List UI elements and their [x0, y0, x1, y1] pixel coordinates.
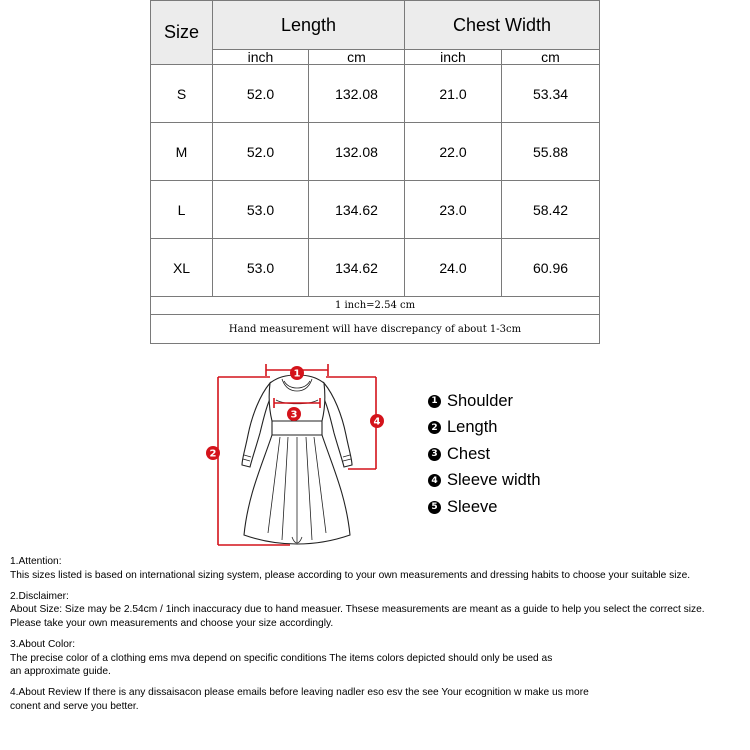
chest-cm-cell: 58.42	[502, 181, 600, 239]
legend-item-length	[428, 415, 541, 442]
legend-label: Sleeve	[447, 497, 498, 516]
marker-1	[290, 366, 304, 380]
table-row	[151, 123, 600, 181]
discrepancy-note-row	[151, 315, 600, 344]
legend-item-sleeve-width	[428, 468, 541, 495]
legend-label: Chest	[447, 444, 491, 463]
chest-inch-cell: 23.0	[405, 181, 502, 239]
length-inch-cell: 53.0	[213, 181, 309, 239]
header-size: Size	[151, 1, 213, 65]
size-cell: M	[151, 123, 213, 181]
svg-text:1: 1	[293, 368, 301, 380]
note-text: an approximate guide.	[10, 666, 111, 678]
size-cell: L	[151, 181, 213, 239]
header-length: Length	[213, 1, 405, 50]
note-about-review	[10, 686, 748, 713]
table-row	[151, 65, 600, 123]
chest-inch-cell: 24.0	[405, 239, 502, 297]
size-chart-table	[150, 0, 600, 344]
note-text: About Size: Size may be 2.54cm / 1inch inaccuracy due to hand measuer. Thsese measurements are meant as a guide to help you select the correct size.	[10, 604, 705, 616]
table-header-row	[151, 1, 600, 50]
note-heading: 1.Attention:	[10, 556, 62, 567]
note-heading: 3.About Color:	[10, 638, 76, 650]
unit-label: cm	[502, 50, 600, 65]
notes-section	[10, 555, 748, 721]
note-text: 4.About Review If there is any dissaisacon please emails before leaving nadler eso esv the see Your ecognition w make us more	[10, 687, 589, 699]
size-cell: XL	[151, 239, 213, 297]
number-badge-icon: 2	[428, 421, 441, 434]
length-inch-cell: 53.0	[213, 239, 309, 297]
length-inch-cell: 52.0	[213, 65, 309, 123]
legend-label: Length	[447, 418, 498, 437]
note-disclaimer	[10, 590, 748, 631]
header-chest-width: Chest Width	[405, 1, 600, 50]
unit-label: cm	[309, 50, 405, 65]
length-inch-cell: 52.0	[213, 123, 309, 181]
marker-3	[287, 407, 301, 421]
note-about-color	[10, 638, 748, 679]
chest-cm-cell: 60.96	[502, 239, 600, 297]
svg-text:3: 3	[290, 409, 298, 421]
length-cm-cell: 132.08	[309, 65, 405, 123]
number-badge-icon: 5	[428, 501, 441, 514]
measurement-legend	[428, 388, 541, 521]
chest-cm-cell: 55.88	[502, 123, 600, 181]
marker-4	[370, 414, 384, 428]
note-text: Please take your own measurements and choose your size accordingly.	[10, 617, 334, 629]
unit-label: inch	[213, 50, 309, 65]
marker-2	[206, 446, 220, 460]
length-cm-cell: 132.08	[309, 123, 405, 181]
length-cm-cell: 134.62	[309, 181, 405, 239]
note-heading: 2.Disclaimer:	[10, 590, 69, 602]
svg-text:4: 4	[373, 416, 381, 428]
legend-label: Sleeve width	[447, 471, 541, 490]
conversion-note-row	[151, 297, 600, 315]
note-text: conent and serve you better.	[10, 700, 139, 712]
note-text: The precise color of a clothing ems mva depend on specific conditions The items colors depicted should only be used as	[10, 652, 553, 664]
chest-cm-cell: 53.34	[502, 65, 600, 123]
legend-item-chest	[428, 441, 541, 468]
number-badge-icon: 4	[428, 474, 441, 487]
table-row	[151, 239, 600, 297]
dress-measurement-diagram	[200, 355, 400, 555]
legend-label: Shoulder	[447, 391, 514, 410]
conversion-note: 1 inch=2.54 cm	[151, 297, 600, 315]
note-text: This sizes listed is based on international sizing system, please according to your own measurements and dressing habits to choose your suitable size.	[10, 569, 691, 581]
legend-item-sleeve	[428, 494, 541, 521]
chest-inch-cell: 21.0	[405, 65, 502, 123]
number-badge-icon: 1	[428, 395, 441, 408]
legend-item-shoulder	[428, 388, 541, 415]
unit-label: inch	[405, 50, 502, 65]
table-row	[151, 181, 600, 239]
size-cell: S	[151, 65, 213, 123]
unit-row	[151, 50, 600, 65]
length-cm-cell: 134.62	[309, 239, 405, 297]
discrepancy-note: Hand measurement will have discrepancy of about 1-3cm	[151, 315, 600, 344]
chest-inch-cell: 22.0	[405, 123, 502, 181]
note-attention	[10, 555, 748, 582]
number-badge-icon: 3	[428, 448, 441, 461]
svg-text:2: 2	[209, 448, 217, 460]
